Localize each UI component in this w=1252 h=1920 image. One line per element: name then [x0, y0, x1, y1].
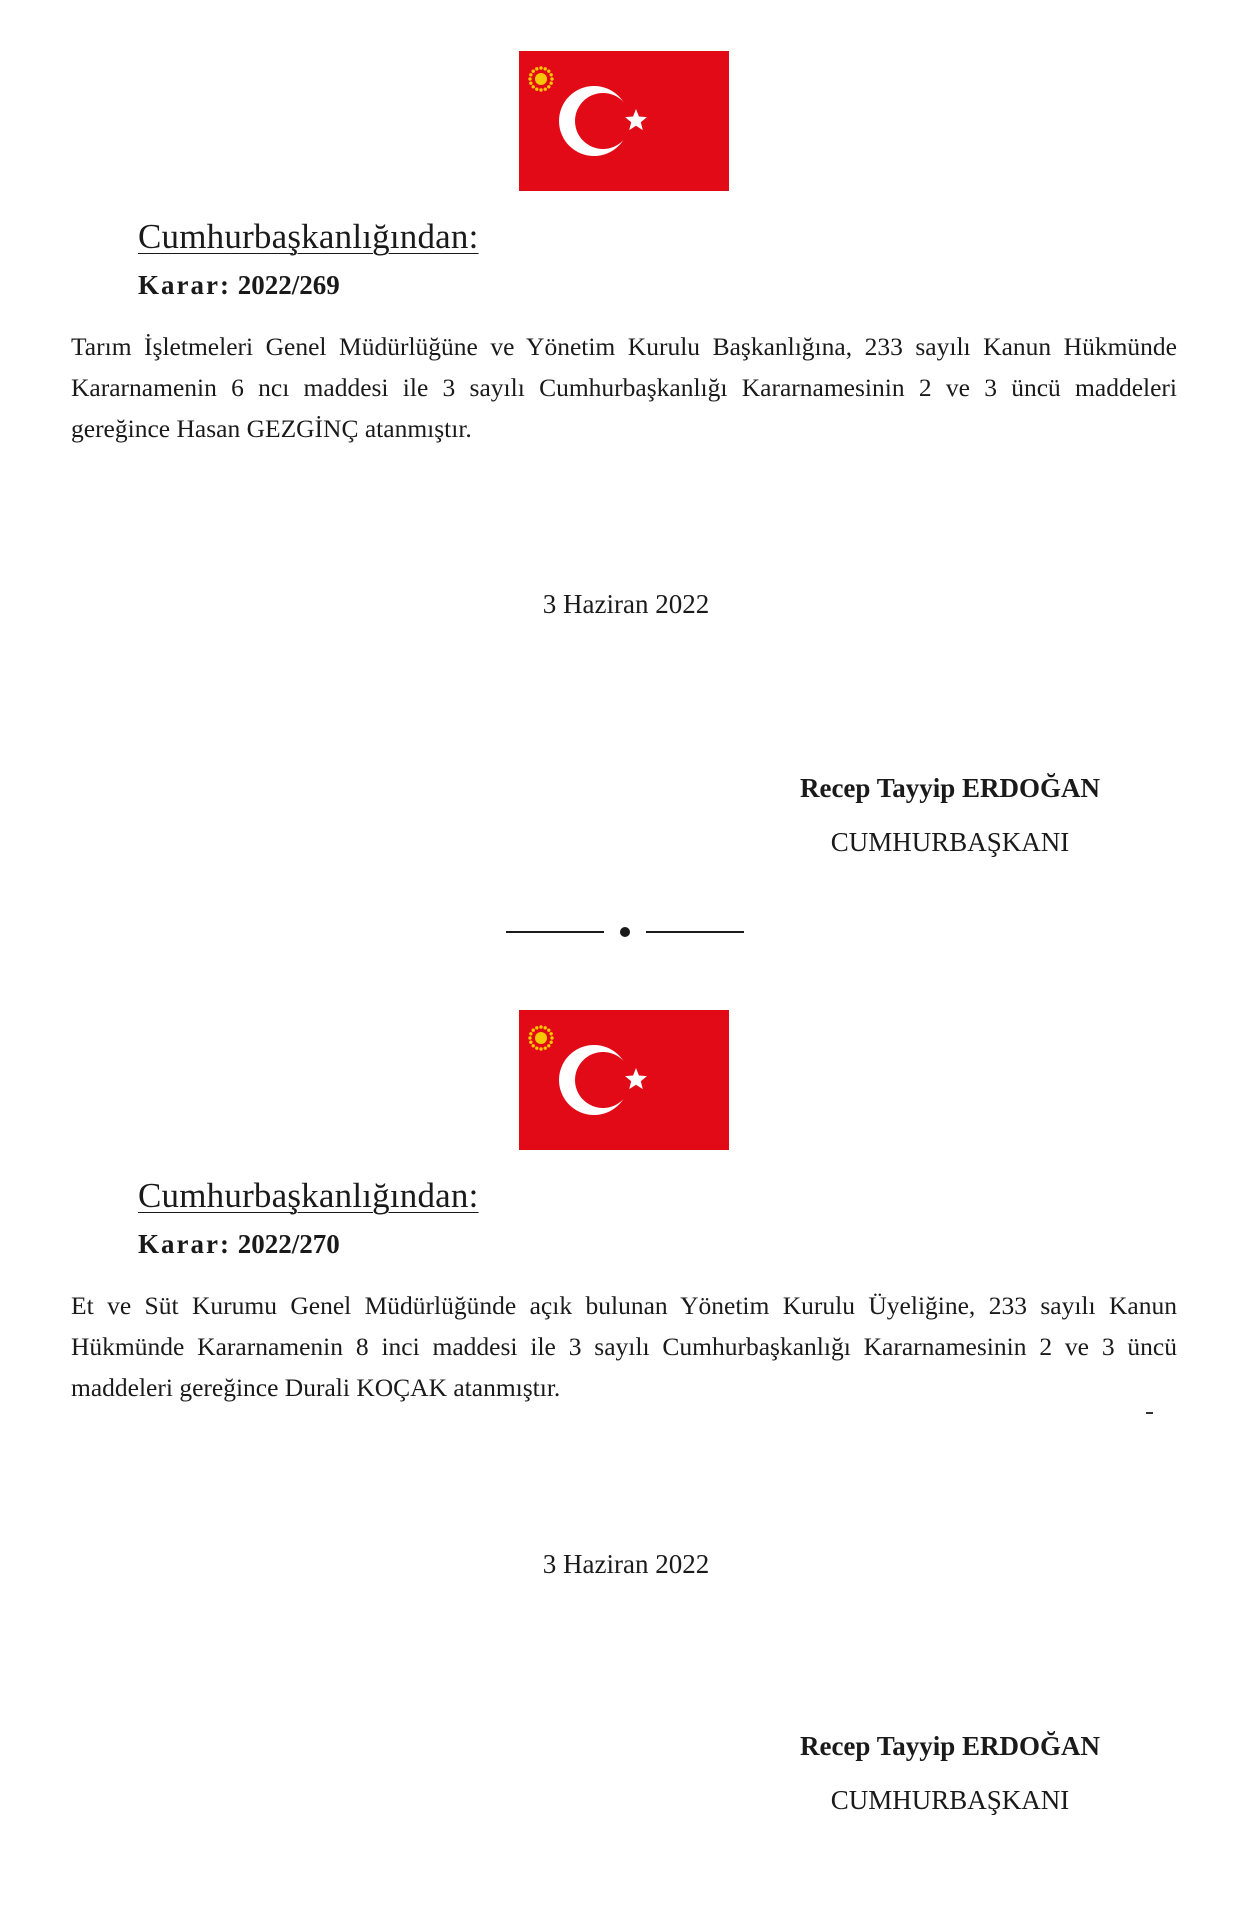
decision-date: 3 Haziran 2022	[542, 1549, 710, 1579]
emblem-sun	[535, 1032, 547, 1044]
section-divider	[506, 928, 746, 936]
emblem-star	[547, 1029, 550, 1032]
stray-mark	[1146, 1412, 1153, 1414]
emblem-star	[529, 1041, 532, 1044]
issuer-heading: Cumhurbaşkanlığından:	[138, 1176, 479, 1215]
emblem-star	[544, 1026, 547, 1029]
decision-date: 3 Haziran 2022	[542, 589, 710, 619]
crescent-inner	[575, 1052, 631, 1108]
emblem-star	[549, 1041, 552, 1044]
divider-dot	[620, 927, 630, 937]
emblem-star	[539, 66, 542, 69]
flag-svg	[519, 51, 729, 191]
issuer-heading: Cumhurbaşkanlığından:	[138, 217, 479, 256]
decision-number-value: 2022/269	[237, 270, 340, 300]
emblem-star	[529, 73, 532, 76]
flag-icon	[519, 1010, 729, 1150]
emblem-star	[535, 67, 538, 70]
decision-section-2	[0, 960, 1252, 1920]
emblem-star	[550, 77, 553, 80]
signatory-name: Recep Tayyip ERDOĞAN	[799, 773, 1101, 803]
flag-icon	[519, 51, 729, 191]
emblem-star	[529, 1032, 532, 1035]
divider-line-left	[506, 931, 604, 933]
emblem-sun	[535, 73, 547, 85]
decision-body: Et ve Süt Kurumu Genel Müdürlüğünde açık bulunan Yönetim Kurulu Üyeliğine, 233 sayılı Kanun Hükmünde Kararnamenin 8 inci maddesi ile 3 sayılı Cumhurbaşkanlığı Kararnamesinin 2 ve 3 üncü maddeleri gereğince Durali KOÇAK atanmıştır.	[71, 1291, 1177, 1402]
emblem-star	[529, 82, 532, 85]
emblem-star	[532, 1029, 535, 1032]
emblem-star	[549, 73, 552, 76]
emblem-star	[535, 1046, 538, 1049]
emblem-star	[539, 1025, 542, 1028]
emblem-star	[532, 1044, 535, 1047]
emblem-star	[535, 87, 538, 90]
emblem-star	[549, 82, 552, 85]
emblem-star	[547, 1044, 550, 1047]
decision-number-value: 2022/270	[237, 1229, 340, 1259]
decision-label: Karar:	[138, 1229, 231, 1259]
emblem-star	[549, 1032, 552, 1035]
decision-number	[138, 270, 340, 301]
signatory-title: CUMHURBAŞKANI	[830, 1785, 1070, 1815]
emblem-star	[547, 70, 550, 73]
emblem-star	[539, 88, 542, 91]
emblem-star	[539, 1047, 542, 1050]
emblem-star	[528, 77, 531, 80]
emblem-star	[535, 1026, 538, 1029]
signatory-title: CUMHURBAŞKANI	[830, 827, 1070, 857]
emblem-star	[532, 85, 535, 88]
emblem-star	[547, 85, 550, 88]
emblem-star	[544, 1046, 547, 1049]
emblem-star	[528, 1036, 531, 1039]
emblem-star	[544, 67, 547, 70]
signatory-name: Recep Tayyip ERDOĞAN	[799, 1731, 1101, 1761]
decision-number	[138, 1229, 340, 1260]
emblem-star	[544, 87, 547, 90]
crescent-inner	[575, 93, 631, 149]
decision-label: Karar:	[138, 270, 231, 300]
flag-svg	[519, 1010, 729, 1150]
emblem-star	[532, 70, 535, 73]
decision-body: Tarım İşletmeleri Genel Müdürlüğüne ve Yönetim Kurulu Başkanlığına, 233 sayılı Kanun Hükmünde Kararnamenin 6 ncı maddesi ile 3 sayılı Cumhurbaşkanlığı Kararnamesinin 2 ve 3 üncü maddeleri gereğince Hasan GEZGİNÇ atanmıştır.	[71, 332, 1177, 443]
divider-line-right	[646, 931, 744, 933]
emblem-star	[550, 1036, 553, 1039]
